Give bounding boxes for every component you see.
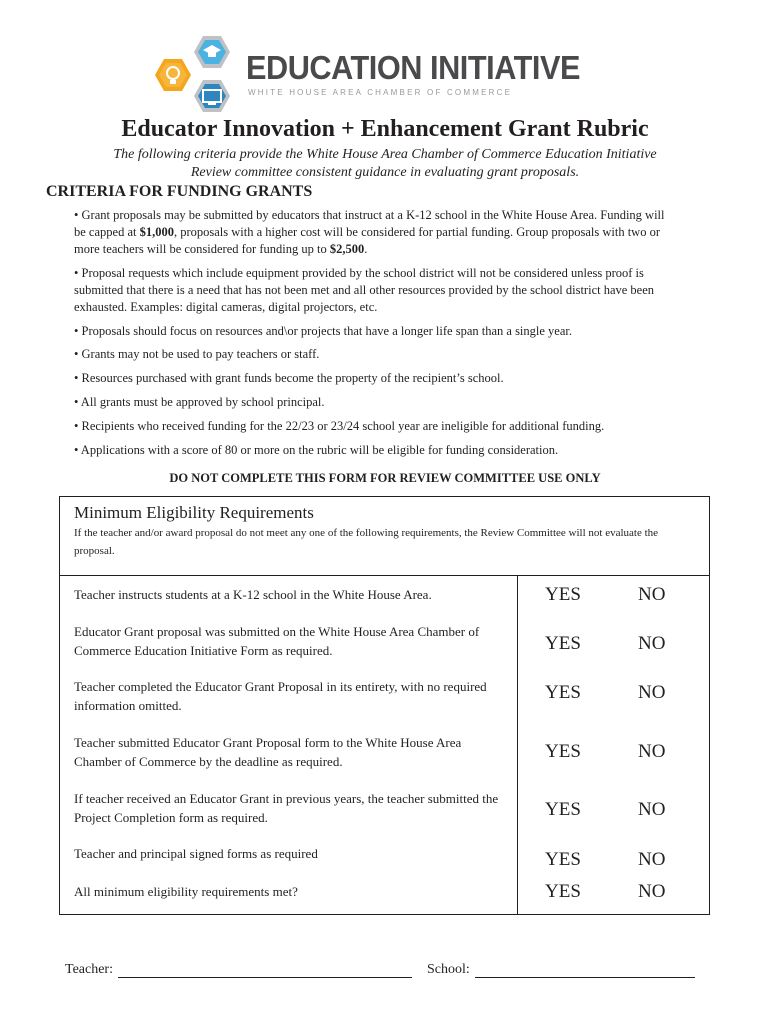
criteria-bullet-4: • Grants may not be used to pay teachers or staff. bbox=[74, 347, 320, 361]
criteria-bullet-2: • Proposal requests which include equipment provided by the school district will not be considered unless proof is submitted that there is a need that has not been met and all other resources provided by the school district have been exhausted. Examples: digital cameras, digital projectors, etc. bbox=[74, 266, 655, 314]
education-initiative-logo bbox=[150, 30, 620, 120]
requirements-description: If the teacher and/or award proposal do not meet any one of the following requirements, the Review Committee will not evaluate the proposal. bbox=[74, 527, 659, 557]
column-divider bbox=[517, 575, 518, 914]
yes-option-2[interactable]: YES bbox=[545, 633, 581, 654]
criteria-bullet-5: • Resources purchased with grant funds become the property of the recipient’s school. bbox=[74, 371, 504, 385]
group-funding-amount: $2,500 bbox=[329, 242, 365, 256]
hexagon-logo-icon bbox=[150, 30, 250, 120]
no-option-4[interactable]: NO bbox=[638, 741, 666, 762]
review-committee-notice: DO NOT COMPLETE THIS FORM FOR REVIEW COMMITTEE USE ONLY bbox=[169, 471, 601, 485]
teacher-label: Teacher: bbox=[65, 962, 113, 977]
no-option-6[interactable]: NO bbox=[638, 849, 666, 870]
no-option-1[interactable]: NO bbox=[638, 584, 666, 605]
criteria-bullet-6: • All grants must be approved by school principal. bbox=[74, 395, 325, 409]
brand-title: EDUCATION INITIATIVE bbox=[246, 49, 580, 86]
no-option-7[interactable]: NO bbox=[638, 881, 666, 902]
bullet-text: • Grant proposals may be submitted by educators that instruct at a K-12 school in the White House Area. Funding will be capped at bbox=[74, 208, 665, 239]
teacher-signature-line[interactable] bbox=[118, 963, 412, 978]
intro-text bbox=[60, 146, 710, 182]
yes-option-3[interactable]: YES bbox=[545, 682, 581, 703]
brand-subtitle: WHITE HOUSE AREA CHAMBER OF COMMERCE bbox=[248, 88, 513, 97]
criteria-bullet-8: • Applications with a score of 80 or more on the rubric will be eligible for funding consideration. bbox=[74, 443, 559, 457]
no-option-2[interactable]: NO bbox=[638, 633, 666, 654]
requirement-row-7: All minimum eligibility requirements met? bbox=[74, 884, 298, 899]
school-signature-line[interactable] bbox=[475, 963, 695, 978]
yes-option-1[interactable]: YES bbox=[545, 584, 581, 605]
requirements-title: Minimum Eligibility Requirements bbox=[74, 503, 314, 522]
school-label: School: bbox=[427, 962, 470, 977]
criteria-bullet-7: • Recipients who received funding for the 22/23 or 23/24 school year are ineligible for additional funding. bbox=[74, 419, 605, 433]
requirement-row-4: Teacher submitted Educator Grant Proposal form to the White House Area Chamber of Commerce by the deadline as required. bbox=[74, 735, 462, 769]
intro-line-2: Review committee consistent guidance in evaluating grant proposals. bbox=[190, 165, 580, 180]
requirement-row-6: Teacher and principal signed forms as required bbox=[74, 846, 318, 861]
yes-option-6[interactable]: YES bbox=[545, 849, 581, 870]
no-option-5[interactable]: NO bbox=[638, 799, 666, 820]
yes-option-7[interactable]: YES bbox=[545, 881, 581, 902]
bullet-text: . bbox=[364, 242, 368, 256]
requirement-row-5: If teacher received an Educator Grant in previous years, the teacher submitted the Project Completion form as required. bbox=[74, 791, 499, 825]
criteria-heading: CRITERIA FOR FUNDING GRANTS bbox=[46, 183, 313, 200]
requirement-row-2: Educator Grant proposal was submitted on the White House Area Chamber of Commerce Education Initiative Form as required. bbox=[74, 624, 480, 658]
no-option-3[interactable]: NO bbox=[638, 682, 666, 703]
funding-cap-amount: $1,000 bbox=[139, 225, 174, 239]
yes-option-5[interactable]: YES bbox=[545, 799, 581, 820]
requirement-row-1: Teacher instructs students at a K-12 school in the White House Area. bbox=[74, 587, 432, 602]
table-divider bbox=[60, 575, 709, 576]
eligibility-requirements-table bbox=[59, 496, 710, 915]
teacher-signature bbox=[65, 962, 412, 978]
requirement-row-3: Teacher completed the Educator Grant Proposal in its entirety, with no required information omitted. bbox=[74, 679, 487, 713]
yes-option-4[interactable]: YES bbox=[545, 741, 581, 762]
page-title: Educator Innovation + Enhancement Grant Rubric bbox=[121, 116, 649, 142]
criteria-bullet-1 bbox=[74, 207, 674, 258]
intro-line-1: The following criteria provide the White House Area Chamber of Commerce Education Initiative bbox=[113, 147, 657, 162]
school-signature bbox=[427, 962, 695, 978]
criteria-bullet-3: • Proposals should focus on resources and\or projects that have a longer life span than a single year. bbox=[74, 324, 572, 338]
bullet-text: , proposals with a higher cost will be considered for partial funding. Group proposals with two or more teachers will be considered for funding up to bbox=[74, 225, 660, 256]
